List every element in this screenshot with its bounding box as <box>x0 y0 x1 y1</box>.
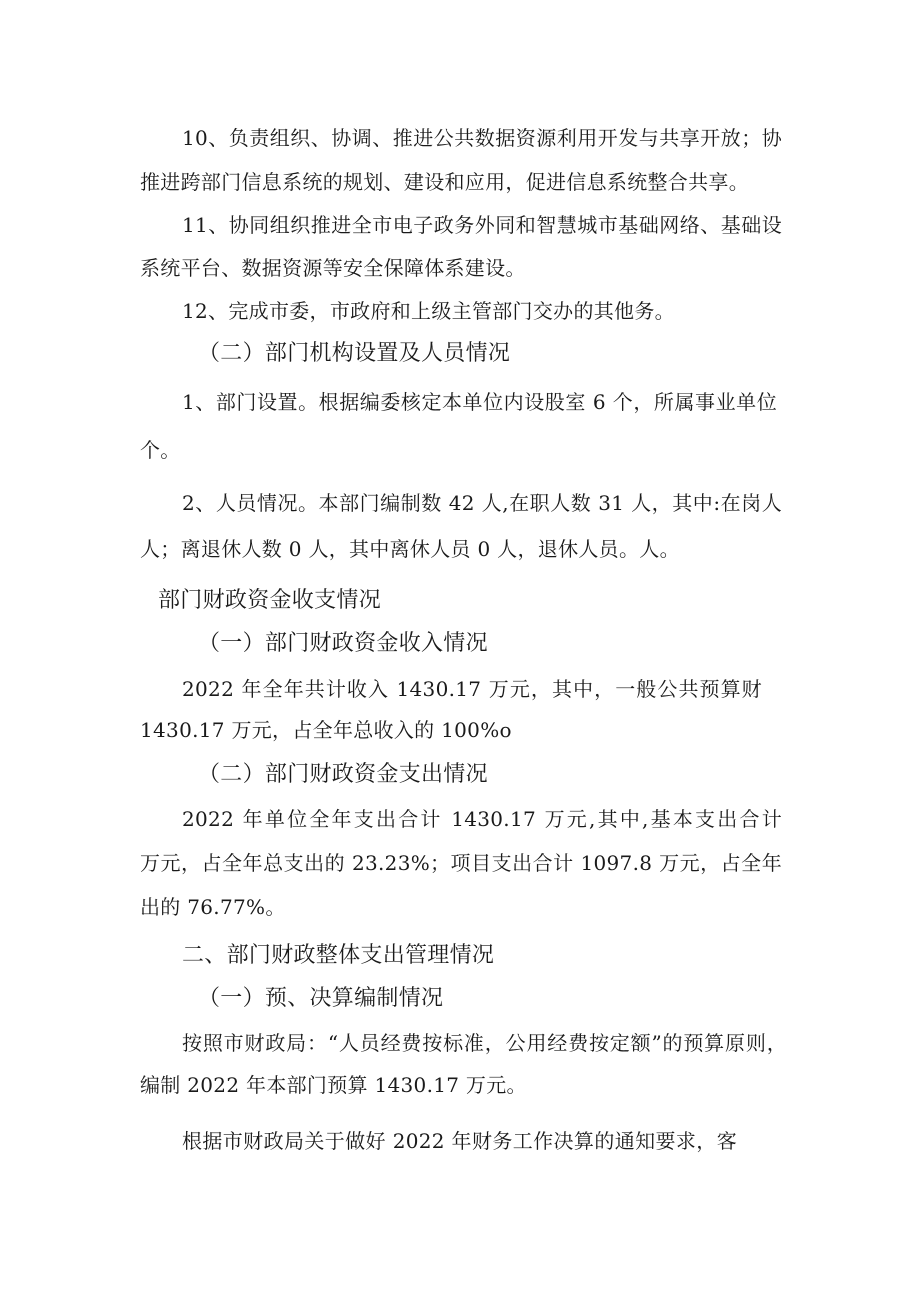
expense-text-line-2: 万元，占全年总支出的 23.23%；项目支出合计 1097.8 万元，占全年 <box>140 851 782 875</box>
income-title: （一）部门财政资金收入情况 <box>198 631 488 656</box>
budget-text-line-1: 按照市财政局：“人员经费按标准，公用经费按定额”的预算原则， <box>182 1031 787 1055</box>
expense-title: （二）部门财政资金支出情况 <box>198 762 488 787</box>
income-text-line-2: 1430.17 万元，占全年总收入的 100%o <box>140 718 512 742</box>
income-text-line-1: 2022 年全年共计收入 1430.17 万元，其中，一般公共预算财 <box>182 677 762 701</box>
paragraph-10-line-2: 推进跨部门信息系统的规划、建设和应用，促进信息系统整合共享。 <box>140 170 749 194</box>
management-title: 二、部门财政整体支出管理情况 <box>182 943 495 968</box>
final-text-line-1: 根据市财政局关于做好 2022 年财务工作决算的通知要求，客 <box>182 1129 737 1153</box>
paragraph-10-line-1: 10、负责组织、协调、推进公共数据资源利用开发与共享开放；协 <box>182 126 782 150</box>
budget-title: （一）预、决算编制情况 <box>198 986 444 1011</box>
paragraph-11-line-2: 系统平台、数据资源等安全保障体系建设。 <box>140 256 526 280</box>
section-org-title: （二）部门机构设置及人员情况 <box>198 341 511 366</box>
budget-text-line-2: 编制 2022 年本部门预算 1430.17 万元。 <box>140 1073 527 1097</box>
org-item-1-line-2: 个。 <box>140 438 181 462</box>
org-item-2-line-1: 2、人员情况。本部门编制数 42 人,在职人数 31 人，其中:在岗人 <box>182 491 782 515</box>
org-item-1-line-1: 1、部门设置。根据编委核定本单位内设股室 6 个，所属事业单位 <box>182 390 777 414</box>
expense-text-line-1: 2022 年单位全年支出合计 1430.17 万元,其中,基本支出合计 <box>182 807 782 831</box>
org-item-2-line-2: 人；离退休人数 0 人，其中离休人员 0 人，退休人员。人。 <box>140 537 680 561</box>
paragraph-11-line-1: 11、协同组织推进全市电子政务外同和智慧城市基础网络、基础设 <box>182 213 782 237</box>
expense-text-line-3: 出的 76.77%。 <box>140 895 286 919</box>
paragraph-12: 12、完成市委，市政府和上级主管部门交办的其他务。 <box>182 299 675 323</box>
finance-title: 部门财政资金收支情况 <box>158 588 382 613</box>
